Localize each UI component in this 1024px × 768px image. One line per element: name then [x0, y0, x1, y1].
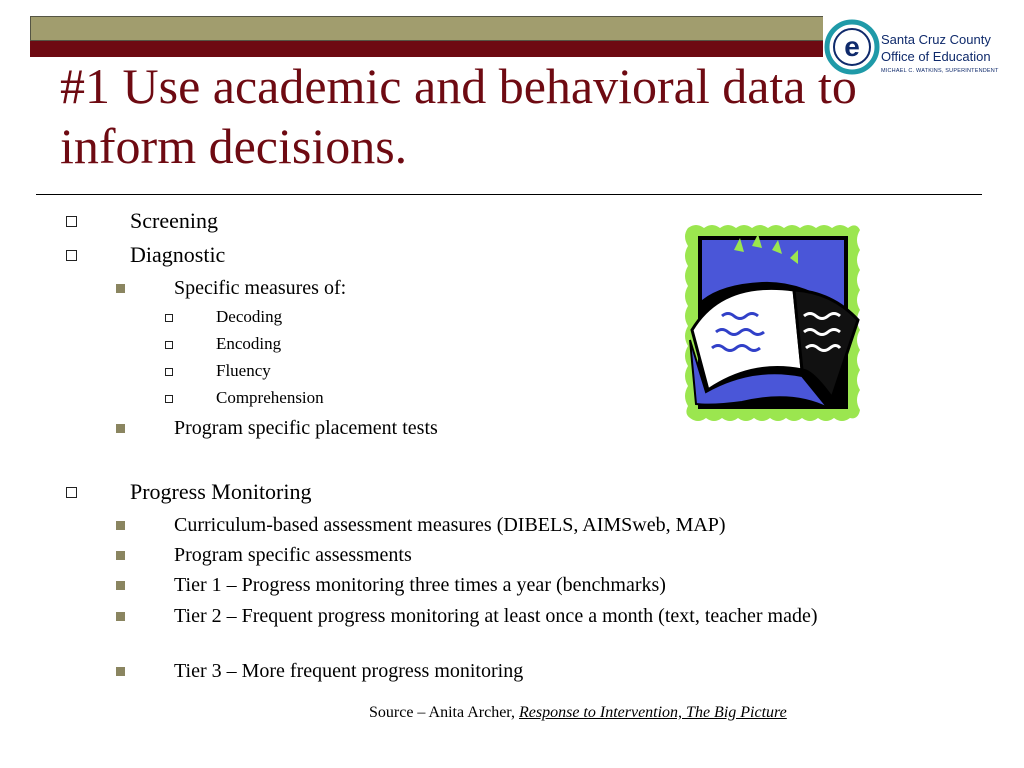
bullet-solid-square-icon: [116, 581, 125, 590]
bullet-hollow-square-icon: [165, 341, 173, 349]
bullet-specific-measures: Specific measures of:: [174, 277, 347, 299]
source-prefix: Source – Anita Archer,: [369, 704, 519, 721]
bullet-hollow-square-icon: [66, 216, 77, 227]
bullet-progress-monitoring: Progress Monitoring: [130, 479, 312, 504]
bullet-screening: Screening: [130, 208, 218, 233]
bullet-encoding: Encoding: [216, 334, 282, 353]
bullet-tier3: Tier 3 – More frequent progress monitoring: [174, 660, 524, 682]
bullet-tier2: Tier 2 – Frequent progress monitoring at least once a month (text, teacher made): [174, 605, 818, 627]
logo-line-office: Office of Education: [881, 49, 991, 64]
bullet-tier1: Tier 1 – Progress monitoring three times a year (benchmarks): [174, 574, 666, 596]
title-divider: [36, 194, 982, 195]
logo-line-county: Santa Cruz County: [881, 32, 991, 47]
bullet-decoding: Decoding: [216, 307, 283, 326]
bullet-hollow-square-icon: [66, 250, 77, 261]
bullet-hollow-square-icon: [66, 487, 77, 498]
bullet-hollow-square-icon: [165, 395, 173, 403]
svg-text:e: e: [844, 31, 860, 62]
bullet-placement-tests: Program specific placement tests: [174, 417, 438, 439]
bullet-diagnostic: Diagnostic: [130, 242, 226, 267]
bullet-solid-square-icon: [116, 521, 125, 530]
bullet-fluency: Fluency: [216, 361, 271, 380]
bullet-solid-square-icon: [116, 612, 125, 621]
bullet-solid-square-icon: [116, 424, 125, 433]
header-bar-top: [30, 16, 826, 41]
source-citation: [369, 704, 787, 722]
bullet-cbm: Curriculum-based assessment measures (DIBELS, AIMSweb, MAP): [174, 514, 726, 536]
bullet-comprehension: Comprehension: [216, 388, 324, 407]
bullet-program-assessments: Program specific assessments: [174, 544, 412, 566]
bullet-solid-square-icon: [116, 551, 125, 560]
bullet-hollow-square-icon: [165, 368, 173, 376]
slide-title: #1 Use academic and behavioral data to inform decisions.: [60, 58, 857, 174]
header-bar-bottom: [30, 41, 826, 57]
source-reference-link[interactable]: Response to Intervention, The Big Picture: [518, 704, 787, 721]
bullet-solid-square-icon: [116, 284, 125, 293]
bullet-solid-square-icon: [116, 667, 125, 676]
open-book-icon: [682, 220, 864, 425]
logo-line-superintendent: MICHAEL C. WATKINS, SUPERINTENDENT: [881, 68, 999, 74]
bullet-hollow-square-icon: [165, 314, 173, 322]
